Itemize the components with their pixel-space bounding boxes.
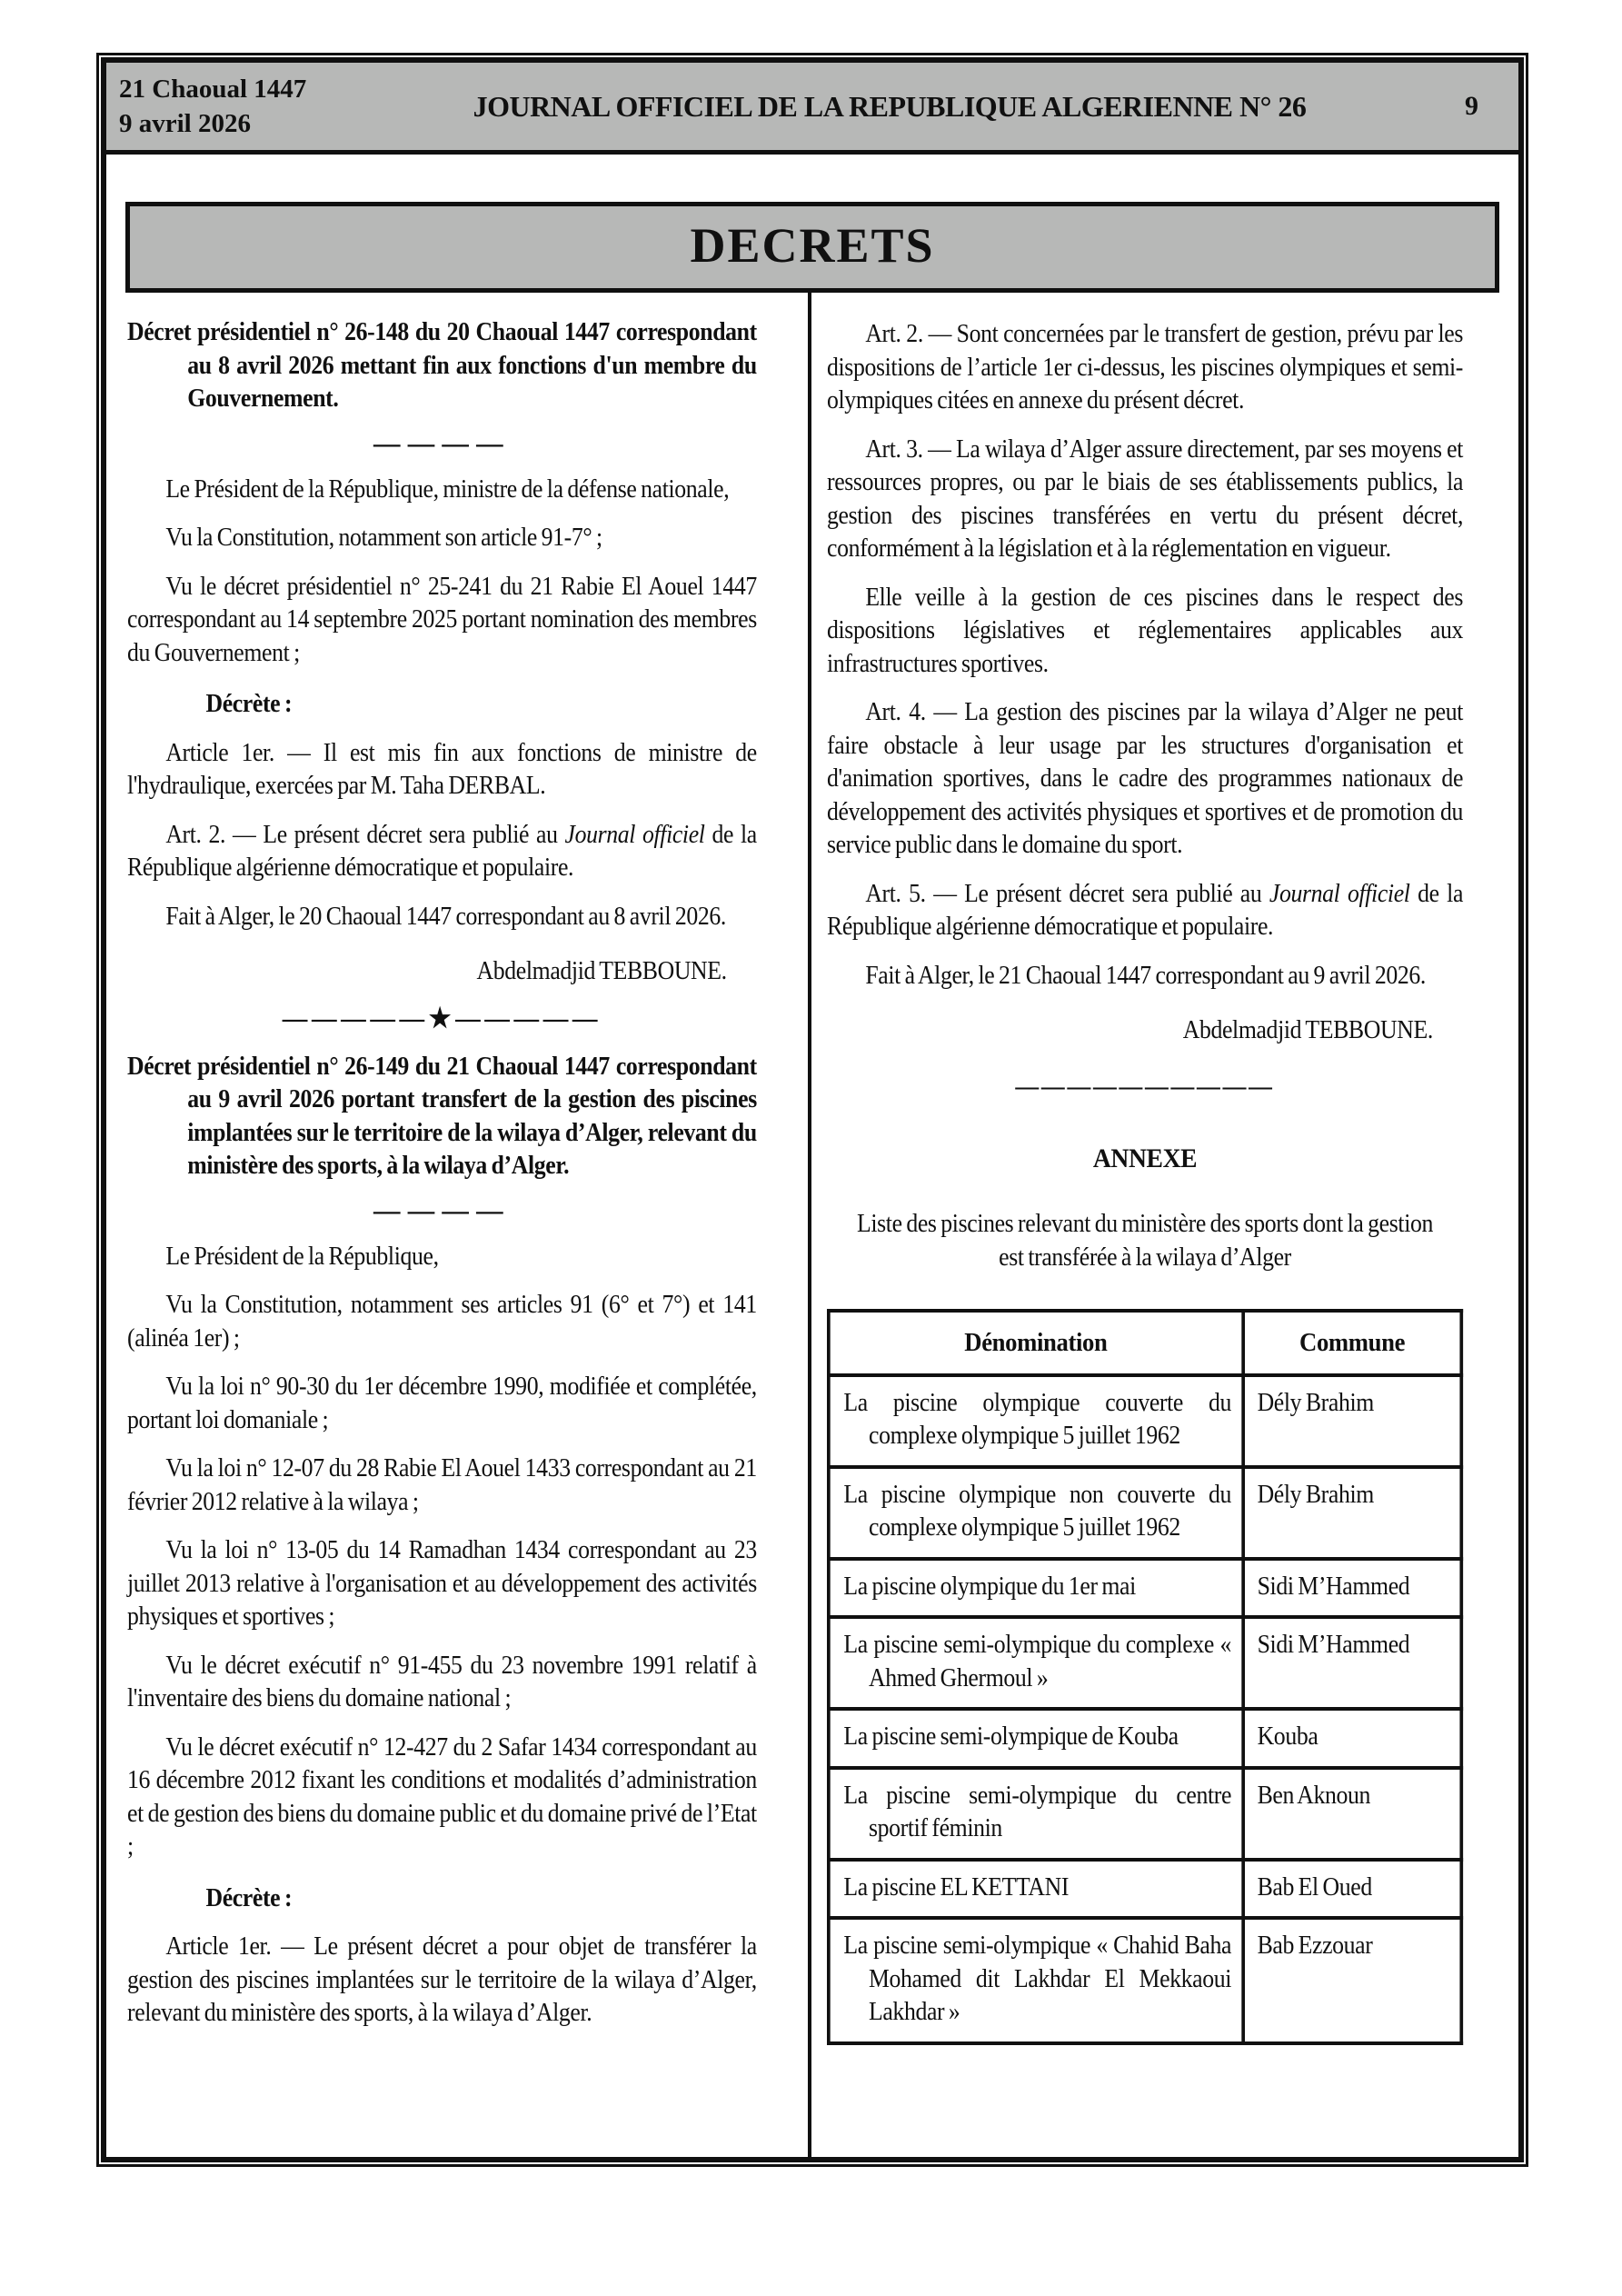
decree2-vu-2: Vu la loi n° 90-30 du 1er décembre 1990, modifiée et complétée, portant loi domaniale ; <box>127 1373 757 1434</box>
table-row <box>829 1918 1461 2043</box>
decree2-fait: Fait à Alger, le 21 Chaoual 1447 correspondant au 9 avril 2026. <box>865 961 1427 990</box>
pool-name: La piscine olympique couverte du complexe olympique 5 juillet 1962 <box>829 1375 1243 1467</box>
decree2-article-5-end: de la République algérienne démocratique et populaire. <box>827 879 1464 941</box>
commune-name: Bab Ezzouar <box>1243 1918 1461 2043</box>
table-row <box>829 1768 1461 1860</box>
pool-name: La piscine olympique du 1er mai <box>829 1559 1243 1618</box>
pool-name: La piscine semi-olympique du complexe « Ahmed Ghermoul » <box>829 1617 1243 1709</box>
decree2-article-2: Art. 2. — Sont concernées par le transfert de gestion, prévu par les dispositions de l’article 1er ci-dessus, les piscines olympiques et semi-olympiques citées en annexe du présent décret. <box>827 320 1464 414</box>
decree1-intro: Le Président de la République, ministre de la défense nationale, <box>165 474 730 504</box>
pool-name: La piscine olympique non couverte du complexe olympique 5 juillet 1962 <box>829 1467 1243 1559</box>
annexe-heading: ANNEXE <box>1092 1143 1198 1173</box>
decree2-article-5 <box>827 878 1463 944</box>
column-divider <box>808 292 811 2157</box>
decree2-intro: Le Président de la République, <box>165 1242 439 1271</box>
content-columns <box>127 316 1518 2045</box>
decree2-vu-4: Vu la loi n° 13-05 du 14 Ramadhan 1434 correspondant au 23 juillet 2013 relative à l'organisation et au développement des activités physiques et sportives ; <box>127 1536 757 1631</box>
commune-name: Bab El Oued <box>1243 1860 1461 1919</box>
masthead-dates <box>106 72 419 141</box>
decree1-article-2-end: de la République algérienne démocratique et populaire. <box>127 820 757 882</box>
masthead <box>106 63 1518 155</box>
right-column <box>827 316 1463 2045</box>
commune-name: Dély Brahim <box>1243 1375 1461 1467</box>
decree2-article-3: Art. 3. — La wilaya d’Alger assure directement, par ses moyens et ressources propres, ou par le biais de ses établissements publics, la gestion des piscines transférées en vertu du présent décret, conformément à la législation et à la réglementation en vigueur. <box>827 434 1464 563</box>
table-row <box>829 1375 1461 1467</box>
commune-name: Ben Aknoun <box>1243 1768 1461 1860</box>
page-number: 9 <box>1465 91 1478 121</box>
hijri-date: 21 Chaoual 1447 <box>119 75 307 104</box>
annexe-subtitle: Liste des piscines relevant du ministère des sports dont la gestion est transférée à la wilaya d’Alger <box>857 1210 1434 1272</box>
table-row <box>829 1467 1461 1559</box>
decree2-signature: Abdelmadjid TEBBOUNE. <box>1182 1016 1434 1044</box>
decree1-vu-decret: Vu le décret présidentiel n° 25-241 du 21 Rabie El Aouel 1447 correspondant au 14 septembre 2025 portant nomination des membres du Gouvernement ; <box>127 572 757 667</box>
journal-officiel-italic: Journal officiel <box>564 820 705 849</box>
table-row <box>829 1617 1461 1709</box>
decree1-article-2-text: Art. 2. — Le présent décret sera publié au <box>165 820 565 849</box>
table-row <box>829 1860 1461 1919</box>
pool-name: La piscine semi-olympique du centre sportif féminin <box>829 1768 1243 1860</box>
commune-name: Sidi M’Hammed <box>1243 1617 1461 1709</box>
gregorian-date: 9 avril 2026 <box>119 109 251 138</box>
decree1-article-1: Article 1er. — Il est mis fin aux fonctions de ministre de l'hydraulique, exercées par M. Taha DERBAL. <box>127 738 757 800</box>
decree1-article-2 <box>127 819 757 885</box>
decree2-vu-5: Vu le décret exécutif n° 91-455 du 23 novembre 1991 relatif à l'inventaire des biens du domaine national ; <box>127 1651 757 1712</box>
decree1-vu-constitution: Vu la Constitution, notamment son article 91-7° ; <box>165 524 602 552</box>
dash-separator: ———— <box>373 1193 511 1226</box>
decree1-signature: Abdelmadjid TEBBOUNE. <box>476 957 727 985</box>
decree1-fait: Fait à Alger, le 20 Chaoual 1447 correspondant au 8 avril 2026. <box>165 902 726 931</box>
decree1-decrete: Décrète : <box>205 690 293 718</box>
decree2-article-1: Article 1er. — Le présent décret a pour objet de transférer la gestion des piscines implantées sur le territoire de la wilaya d’Alger, relevant du ministère des sports, à la wilaya d’Alger. <box>127 1932 757 2027</box>
decree2-decrete: Décrète : <box>205 1883 293 1912</box>
annexe-table <box>827 1309 1463 2045</box>
pool-name: La piscine semi-olympique de Kouba <box>829 1709 1243 1768</box>
decree2-title: Décret présidentiel n° 26-149 du 21 Chaoual 1447 correspondant au 9 avril 2026 portant transfert de la gestion des piscines implantées sur le territoire de la wilaya d’Alger, relevant du ministère des sports, à la wilaya d’Alger. <box>127 1052 757 1180</box>
star-separator: —————★————— <box>282 1003 602 1033</box>
pool-name: La piscine EL KETTANI <box>829 1860 1243 1919</box>
pool-name: La piscine semi-olympique « Chahid Baha Mohamed dit Lakhdar El Mekkaoui Lakhdar » <box>829 1918 1243 2043</box>
journal-title: JOURNAL OFFICIEL DE LA REPUBLIQUE ALGERIENNE N° 26 <box>473 89 1307 123</box>
decree2-vu-6: Vu le décret exécutif n° 12-427 du 2 Safar 1434 correspondant au 16 décembre 2012 fixant les conditions et modalités d’administration et de gestion des biens du domaine public et du domaine privé de l’Etat ; <box>127 1732 757 1861</box>
page-border-inner <box>101 57 1524 2162</box>
decree2-vu-3: Vu la loi n° 12-07 du 28 Rabie El Aouel 1433 correspondant au 21 février 2012 relative à la wilaya ; <box>127 1454 757 1516</box>
dash-separator: ———— <box>373 425 511 459</box>
table-header-commune: Commune <box>1243 1311 1461 1375</box>
decree2-article-5-text: Art. 5. — Le présent décret sera publié au <box>865 879 1270 908</box>
commune-name: Dély Brahim <box>1243 1467 1461 1559</box>
decree2-vu-1: Vu la Constitution, notamment ses articles 91 (6° et 7°) et 141 (alinéa 1er) ; <box>127 1291 757 1353</box>
long-dash-separator: —————————— <box>1015 1072 1275 1101</box>
table-row <box>829 1709 1461 1768</box>
table-row <box>829 1559 1461 1618</box>
table-header-denomination: Dénomination <box>829 1311 1243 1375</box>
page-border <box>96 53 1528 2167</box>
section-banner: DECRETS <box>125 202 1499 293</box>
decree1-title: Décret présidentiel n° 26-148 du 20 Chaoual 1447 correspondant au 8 avril 2026 mettant fin aux fonctions d'un membre du Gouvernement. <box>127 318 757 413</box>
journal-officiel-italic: Journal officiel <box>1269 879 1410 908</box>
decree2-article-4: Art. 4. — La gestion des piscines par la wilaya d’Alger ne peut faire obstacle à leur usage par les structures d'organisation et d'animation sportives, dans le cadre des programmes nationaux de développement des activités physiques et sportives et de promotion du service public dans le domaine du sport. <box>827 698 1464 859</box>
table-header-row <box>829 1311 1461 1375</box>
commune-name: Sidi M’Hammed <box>1243 1559 1461 1618</box>
commune-name: Kouba <box>1243 1709 1461 1768</box>
decree2-article-3-al2: Elle veille à la gestion de ces piscines dans le respect des dispositions législatives et réglementaires applicables aux infrastructures sportives. <box>827 583 1464 678</box>
left-column <box>127 316 757 2031</box>
